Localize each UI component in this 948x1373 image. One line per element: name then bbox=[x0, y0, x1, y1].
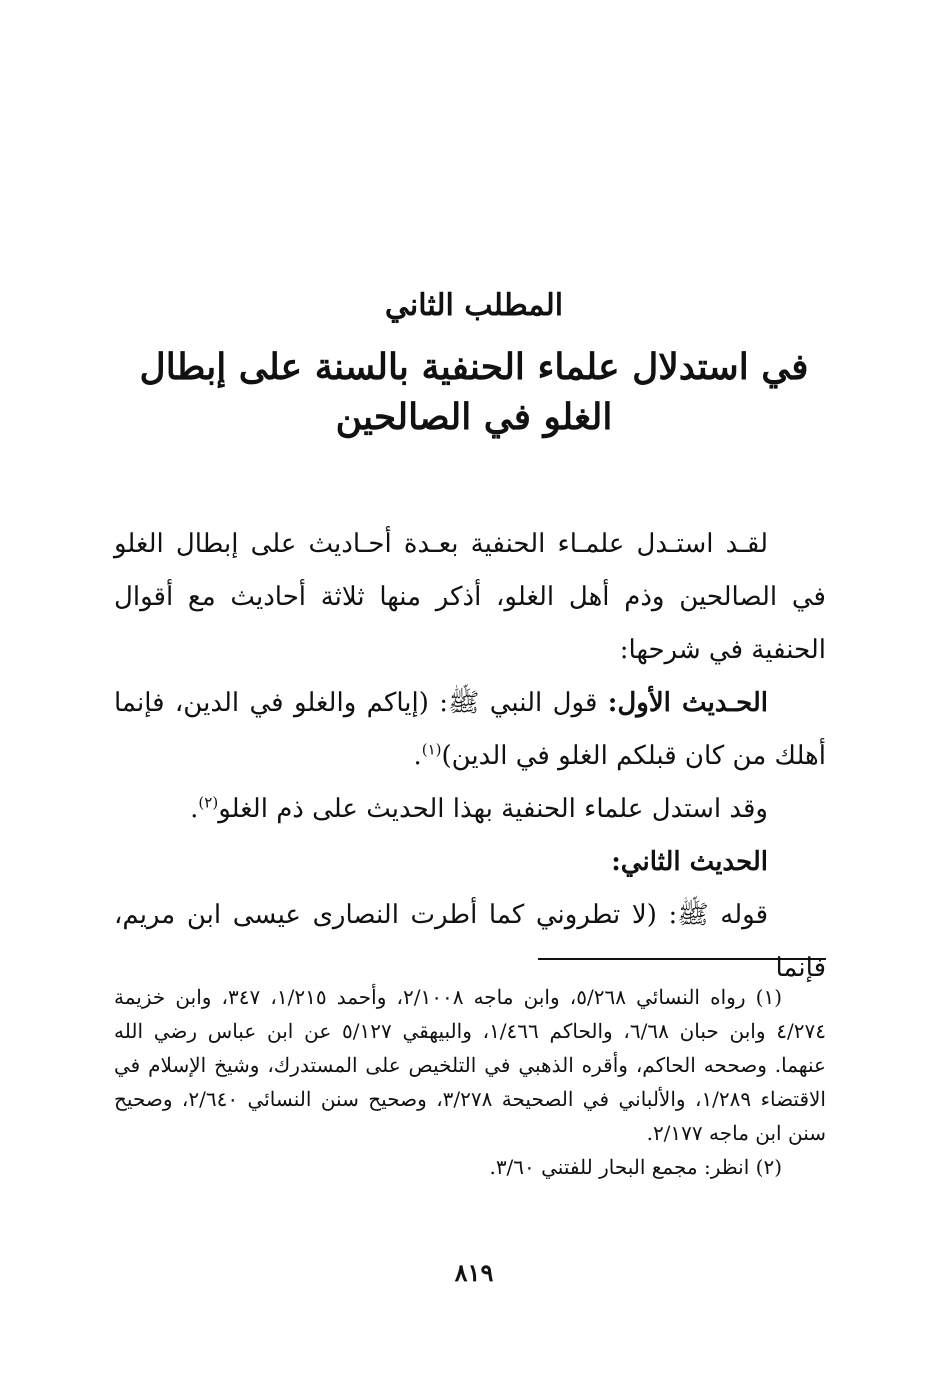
hadith-1-end: . bbox=[413, 741, 422, 771]
hadith-2-paragraph: قوله ﷺ: (لا تطروني كما أطرت النصارى عيسى ابن مريم، فإنما bbox=[114, 900, 826, 983]
section-subtitle: في استدلال علماء الحنفية بالسنة على إبطال الغلو في الصالحين bbox=[139, 346, 809, 438]
hadith-2-heading bbox=[114, 836, 826, 889]
page-number: ٨١٩ bbox=[454, 1258, 494, 1287]
footnote-1: (١) رواه النسائي ٥/٢٦٨، وابن ماجه ٢/١٠٠٨، وأحمد ١/٢١٥، ٣٤٧، وابن خزيمة ٤/٢٧٤ وابن حبان ٦/٦٨، والحاكم ١/٤٦٦، والبيهقي ٥/١٢٧ عن ابن عباس رضي الله عنهما. وصححه الحاكم، وأقره الذهبي في التلخيص على المستدرك، وشيخ الإسلام في الاقتضاء ١/٢٨٩، والألباني في الصحيحة ٣/٢٧٨، وصحيح سنن النسائي ٢/٦٤٠، وصحيح سنن ابن ماجه ٢/١٧٧. bbox=[114, 985, 826, 1145]
hadith-1-note-end: . bbox=[190, 794, 199, 824]
intro-paragraph: لقـد استـدل علمـاء الحنفية بعـدة أحـاديث على إبطال الغلو في الصالحين وذم أهل الغلو، أذكر منها ثلاثة أحاديث مع أقوال الحنفية في شرحها: bbox=[114, 529, 826, 665]
footnotes bbox=[114, 980, 826, 1184]
hadith-1-label: الحـديث الأول: bbox=[607, 688, 768, 718]
hadith-1-text: قول النبي ﷺ: (إياكم والغلو في الدين، فإنما أهلك من كان قبلكم الغلو في الدين) bbox=[114, 688, 826, 771]
section-title: المطلب الثاني bbox=[384, 288, 564, 323]
body-text bbox=[114, 518, 826, 995]
footnote-2: (٢) انظر: مجمع البحار للفتني ٣/٦٠. bbox=[489, 1155, 782, 1179]
footnote-ref-2[interactable]: (٢) bbox=[198, 793, 219, 812]
hadith-1-note-paragraph bbox=[114, 783, 826, 836]
footnote-separator bbox=[538, 958, 826, 960]
hadith-2-label: الحديث الثاني: bbox=[611, 847, 768, 877]
hadith-1-note-text: وقد استدل علماء الحنفية بهذا الحديث على ذم الغلو bbox=[218, 794, 768, 824]
footnote-ref-1[interactable]: (١) bbox=[421, 740, 442, 759]
hadith-1-paragraph bbox=[114, 677, 826, 783]
